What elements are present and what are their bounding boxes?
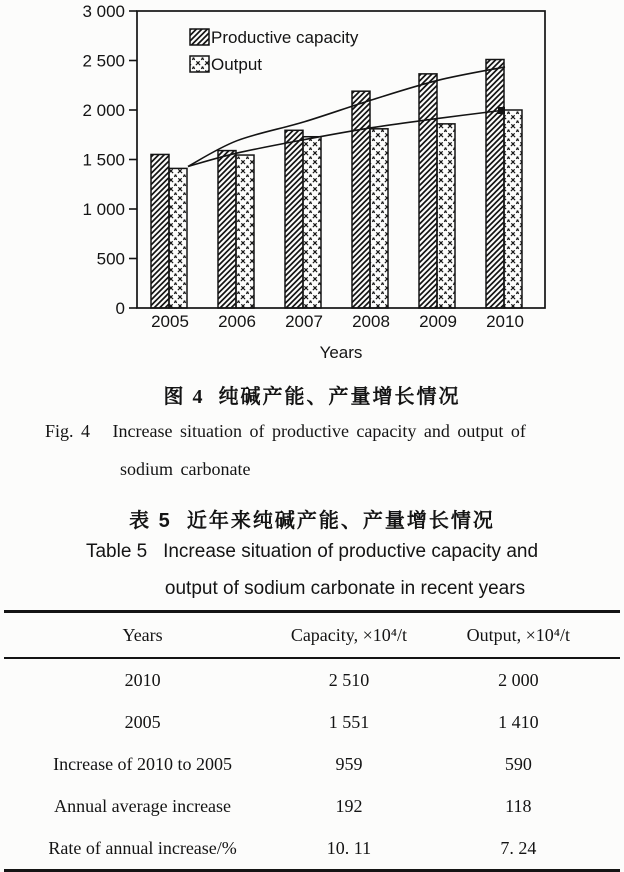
table-row (4, 785, 620, 827)
x-axis-title: Years (319, 343, 363, 362)
table-row (4, 743, 620, 785)
table-cell: 1 551 (328, 711, 370, 732)
table-cell: 1 410 (498, 711, 539, 732)
bar-capacity-2006 (218, 151, 236, 308)
legend-label-capacity: Productive capacity (211, 28, 359, 47)
bar-output-2007 (303, 137, 321, 308)
table-caption-cn: 表 5 近年来纯碱产能、产量增长情况 (129, 510, 495, 532)
growth-table (4, 610, 620, 872)
figure-caption-en-line2: sodium carbonate (120, 459, 251, 479)
table-cell: 2010 (124, 669, 161, 690)
y-tick-label: 0 (115, 299, 125, 318)
y-tick-label: 500 (96, 249, 125, 269)
legend-label-output: Output (211, 55, 263, 74)
figure-caption-en-line1: Fig. 4 Increase situation of productive capacity and output of (45, 421, 526, 441)
bar-capacity-2008 (352, 91, 370, 308)
column-header: Years (122, 624, 163, 645)
trend-end-marker (498, 107, 505, 114)
table-caption-en-line1: Table 5 Increase situation of productive capacity and (85, 541, 539, 562)
table-cell: Increase of 2010 to 2005 (53, 753, 233, 774)
table-cell: 2 000 (498, 669, 539, 690)
table-body (4, 658, 620, 871)
table-cell: Rate of annual increase/% (48, 837, 237, 858)
column-header: Capacity, ×10⁴/t (290, 624, 408, 645)
table-cell: 118 (505, 795, 532, 816)
table-cell: 7. 24 (500, 837, 537, 858)
bar-output-2009 (437, 124, 455, 308)
y-tick-label: 3 000 (82, 2, 125, 21)
table-cell: 2 510 (328, 669, 370, 690)
table-cell: 2005 (124, 711, 161, 732)
figure-caption-cn: 图 4 纯碱产能、产量增长情况 (163, 386, 461, 408)
x-tick-label: 2006 (218, 312, 256, 331)
table-header-row (4, 612, 620, 659)
bar-capacity-2007 (285, 130, 303, 308)
table-row (4, 658, 620, 701)
bar-output-2008 (370, 129, 388, 308)
x-tick-label: 2007 (285, 312, 323, 331)
table-caption-en-line2: output of sodium carbonate in recent years (164, 578, 526, 599)
table-cell: 590 (504, 753, 532, 774)
bar-capacity-2009 (419, 74, 437, 308)
legend-swatch-output (190, 56, 209, 72)
y-tick-label: 1 500 (82, 150, 125, 170)
x-tick-label: 2008 (352, 312, 390, 331)
table-row (4, 701, 620, 743)
table-row (4, 827, 620, 871)
y-tick-label: 2 000 (82, 101, 125, 120)
bar-capacity-2010 (486, 60, 504, 308)
table-cell: 959 (335, 753, 363, 774)
table-cell: 10. 11 (326, 837, 372, 858)
table-cell: Annual average increase (54, 795, 232, 816)
bar-output-2005 (169, 168, 187, 308)
table-cell: 192 (335, 795, 363, 816)
growth-chart (0, 0, 624, 368)
bar-capacity-2005 (151, 154, 169, 308)
x-tick-label: 2010 (486, 312, 524, 331)
column-header: Output, ×10⁴/t (466, 624, 571, 645)
bar-output-2010 (504, 110, 522, 308)
y-tick-label: 2 500 (82, 51, 125, 71)
legend-swatch-capacity (190, 29, 209, 45)
bar-output-2006 (236, 155, 254, 308)
x-tick-label: 2005 (151, 312, 189, 331)
x-tick-label: 2009 (419, 312, 457, 331)
y-tick-label: 1 000 (82, 200, 125, 219)
